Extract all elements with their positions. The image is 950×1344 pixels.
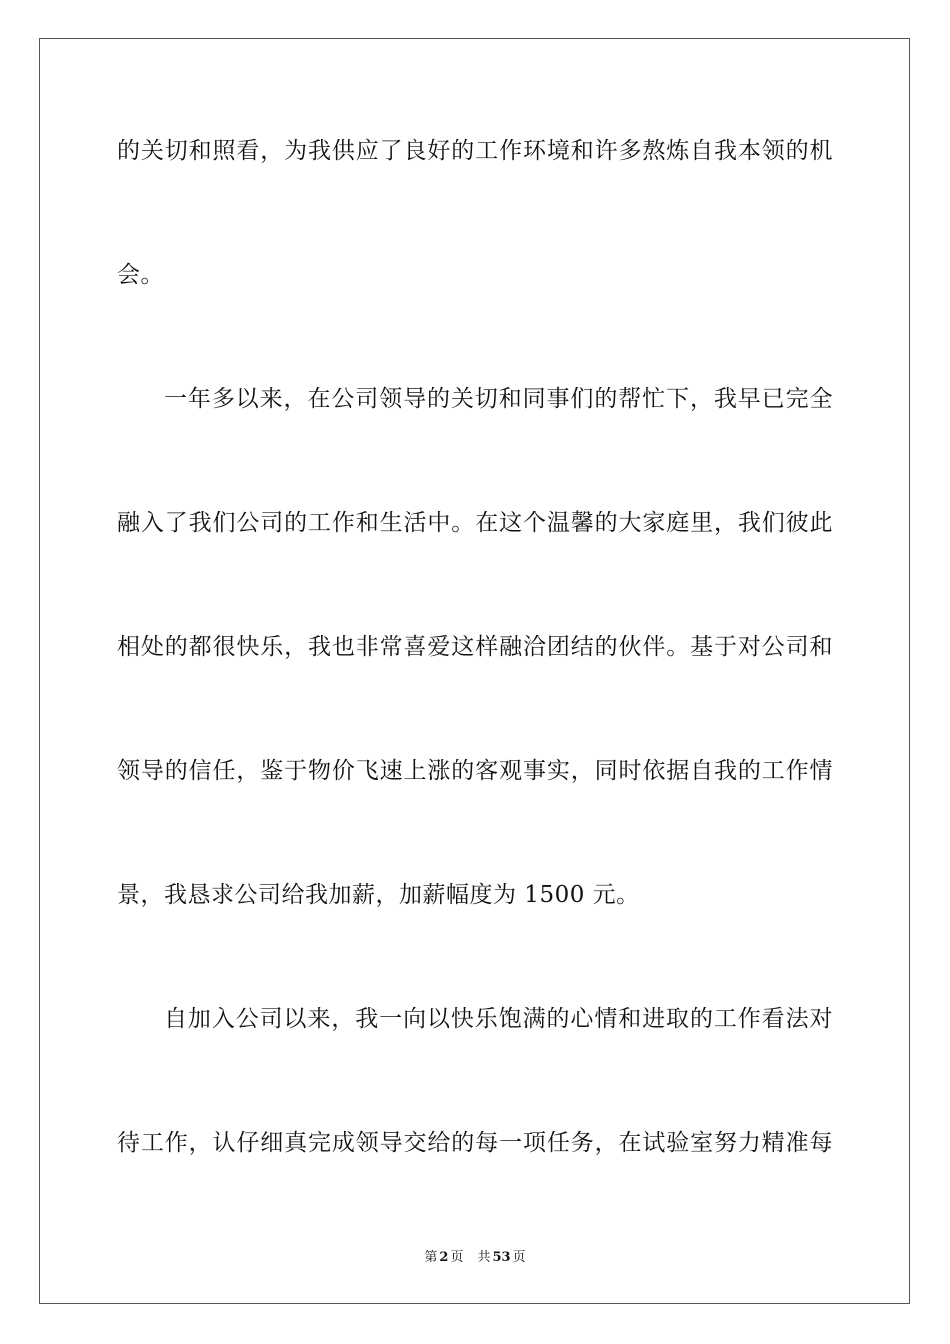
text-line: 相处的都很快乐，我也非常喜爱这样融洽团结的伙伴。基于对公司和 bbox=[117, 634, 833, 660]
text-line: 领导的信任，鉴于物价飞速上涨的客观事实，同时依据自我的工作情 bbox=[117, 758, 833, 784]
page-prefix: 第 bbox=[424, 1250, 438, 1265]
total-prefix: 共 bbox=[477, 1250, 491, 1265]
text-line: 景，我恳求公司给我加薪，加薪幅度为 1500 元。 bbox=[117, 882, 640, 908]
text-line: 会。 bbox=[117, 262, 164, 288]
total-pages: 53 bbox=[492, 1250, 511, 1265]
page-footer bbox=[0, 1250, 950, 1266]
page-number: 2 bbox=[439, 1250, 449, 1265]
text-line: 融入了我们公司的工作和生活中。在这个温馨的大家庭里，我们彼此 bbox=[117, 510, 833, 536]
page-unit: 页 bbox=[450, 1250, 464, 1265]
text-line: 待工作，认仔细真完成领导交给的每一项任务，在试验室努力精准每 bbox=[117, 1130, 833, 1156]
page-border bbox=[39, 38, 910, 1304]
paragraph-start-line: 一年多以来，在公司领导的关切和同事们的帮忙下，我早已完全 bbox=[164, 386, 833, 412]
paragraph-start-line: 自加入公司以来，我一向以快乐饱满的心情和进取的工作看法对 bbox=[164, 1006, 833, 1032]
total-unit: 页 bbox=[512, 1250, 526, 1265]
text-line: 的关切和照看，为我供应了良好的工作环境和许多熬炼自我本领的机 bbox=[117, 138, 833, 164]
